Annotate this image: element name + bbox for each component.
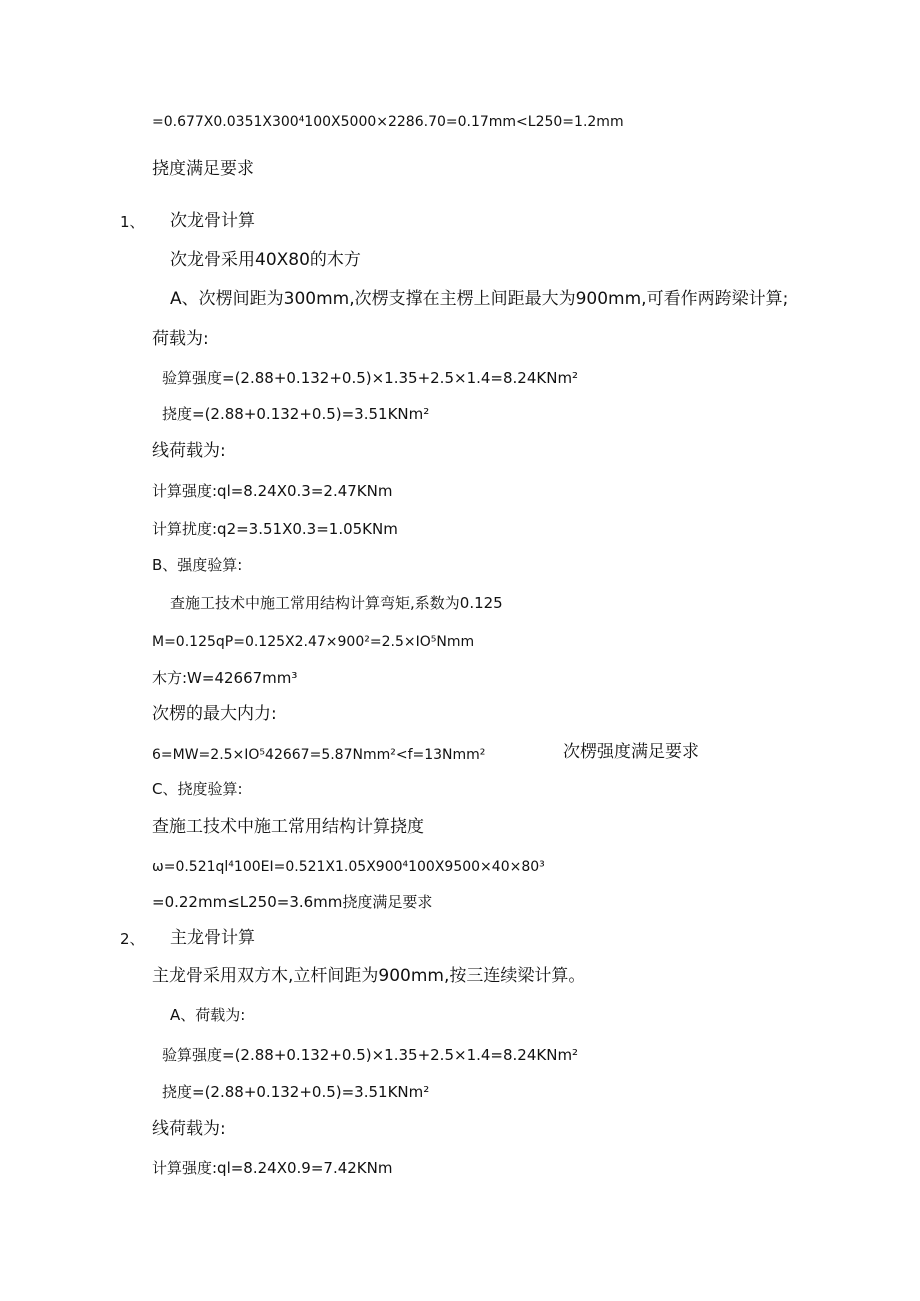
deflection-check-heading: C、挠度验算: — [152, 780, 243, 798]
section-title-main-joist: 主龙骨计算 — [170, 928, 255, 948]
section-title-secondary-joist: 次龙骨计算 — [170, 211, 255, 231]
main-load-heading: A、荷载为: — [170, 1006, 246, 1024]
max-internal-force-heading: 次楞的最大内力: — [152, 704, 277, 724]
main-deflection-load-formula: 挠度=(2.88+0.132+0.5)=3.51KNm² — [162, 1083, 430, 1101]
main-strength-load-formula: 验算强度=(2.88+0.132+0.5)×1.35+2.5×1.4=8.24KNm² — [162, 1046, 579, 1064]
deflection-formula-line: =0.677X0.0351X300⁴100X5000×2286.70=0.17mm<L250=1.2mm — [152, 114, 624, 130]
section-number-2: 2、 — [120, 930, 145, 948]
strength-load-formula: 验算强度=(2.88+0.132+0.5)×1.35+2.5×1.4=8.24KNm² — [162, 369, 579, 387]
deflection-reference-text: 查施工技术中施工常用结构计算挠度 — [152, 817, 424, 837]
deflection-formula: ω=0.521ql⁴100EI=0.521X1.05X900⁴100X9500×40×80³ — [152, 859, 545, 875]
deflection-line-load: 计算扰度:q2=3.51X0.3=1.05KNm — [152, 520, 398, 538]
secondary-joist-spacing: A、次楞间距为300mm,次楞支撑在主楞上间距最大为900mm,可看作两跨梁计算; — [170, 289, 789, 309]
section-modulus-text: 木方:W=42667mm³ — [152, 669, 298, 687]
deflection-load-formula: 挠度=(2.88+0.132+0.5)=3.51KNm² — [162, 405, 430, 423]
deflection-result: =0.22mm≤L250=3.6mm挠度满足要求 — [152, 893, 433, 911]
deflection-ok-text: 挠度满足要求 — [152, 159, 254, 179]
strength-line-load: 计算强度:ql=8.24X0.3=2.47KNm — [152, 482, 393, 500]
section-number-1: 1、 — [120, 213, 145, 231]
load-heading: 荷载为: — [152, 329, 209, 349]
strength-ok-text: 次楞强度满足要求 — [563, 742, 699, 762]
secondary-joist-material: 次龙骨采用40X80的木方 — [170, 250, 361, 270]
main-joist-material: 主龙骨采用双方木,立杆间距为900mm,按三连续梁计算。 — [152, 966, 586, 986]
stress-formula: 6=MW=2.5×IO⁵42667=5.87Nmm²<f=13Nmm² — [152, 747, 486, 763]
moment-reference-text: 查施工技术中施工常用结构计算弯矩,系数为0.125 — [170, 594, 503, 612]
moment-formula: M=0.125qP=0.125X2.47×900²=2.5×IO⁵Nmm — [152, 634, 475, 650]
main-strength-line-load: 计算强度:ql=8.24X0.9=7.42KNm — [152, 1159, 393, 1177]
strength-check-heading: B、强度验算: — [152, 556, 243, 574]
main-line-load-heading: 线荷载为: — [152, 1119, 226, 1139]
line-load-heading: 线荷载为: — [152, 441, 226, 461]
